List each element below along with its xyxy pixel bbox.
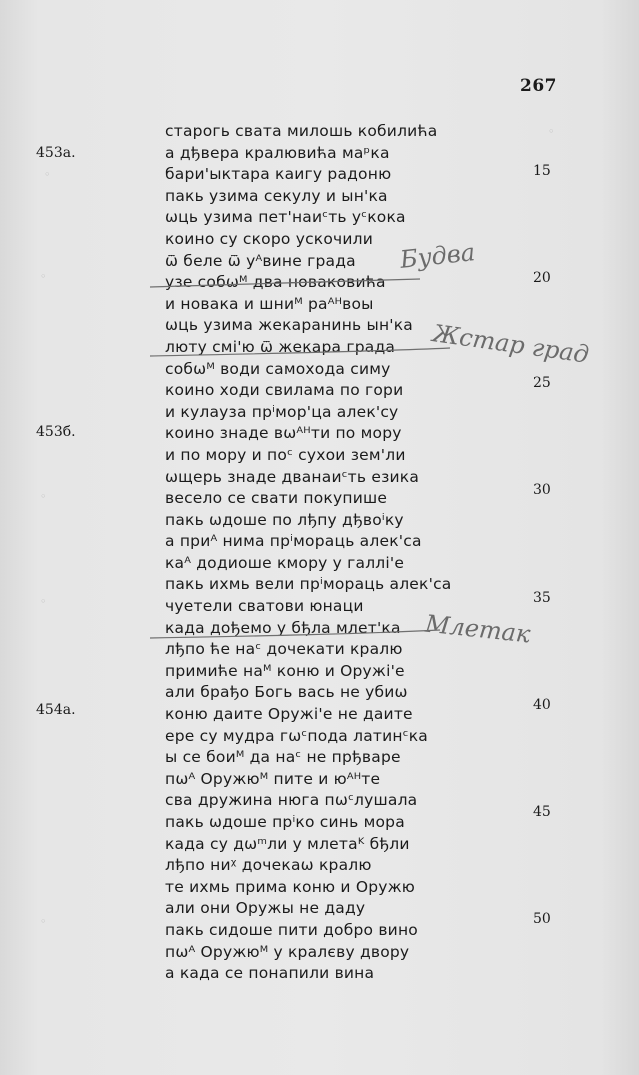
poem-line: коино су скоро ускочили bbox=[165, 229, 374, 248]
poem-line: ѡщерь знаде дванаиᶜть езика bbox=[165, 467, 420, 486]
poem-line: пакь ѡдоше прⁱко синь мора bbox=[165, 813, 405, 831]
poem-line: ѡць узима пет'наиᶜть уᶜкока bbox=[165, 208, 406, 227]
bleed-through-mark: ◦ bbox=[40, 915, 47, 928]
side-label: 454a. bbox=[36, 702, 76, 718]
line-number: 15 bbox=[533, 163, 551, 179]
poem-line: ы се боиᴹ да наᶜ не прђваре bbox=[165, 748, 401, 767]
poem-line: ѿ беле ѿ уᴬвине града bbox=[165, 251, 356, 270]
line-number: 30 bbox=[533, 482, 551, 498]
bleed-through-mark: ◦ bbox=[548, 125, 555, 138]
poem-line: а дђвера кралювића маᵖка bbox=[165, 143, 390, 162]
poem-line: пѡᴬ Оружюᴹ пите и юᴬᴴте bbox=[165, 769, 381, 788]
handwritten-note: Млетак bbox=[423, 609, 532, 649]
poem-line: коино ходи свилама по гори bbox=[165, 381, 404, 400]
poem-line: бари'ыктара каигу радоню bbox=[165, 165, 392, 184]
line-number: 25 bbox=[533, 375, 551, 391]
poem-line: када су дѡᵐли у млетаᴷ бђли bbox=[165, 834, 410, 853]
pencil-underline bbox=[150, 279, 420, 287]
pencil-underline bbox=[150, 630, 440, 638]
bleed-through-mark: ◦ bbox=[44, 168, 51, 181]
poem-line: и новака и шниᴹ раᴬᴴвоы bbox=[165, 294, 374, 313]
poem-line: старогь свата милошь кобилића bbox=[165, 122, 438, 140]
poem-line: каᴬ додиоше кмору у галлі'е bbox=[165, 553, 405, 572]
bleed-through-mark: ◦ bbox=[40, 595, 47, 608]
handwritten-note: Жстар град bbox=[430, 319, 591, 369]
line-number: 35 bbox=[533, 590, 551, 606]
poem-line: ере су мудра гѡᶜпода латинᶜка bbox=[165, 726, 428, 745]
poem-line: пакь ѡдоше по лђпу дђвоⁱку bbox=[165, 510, 404, 529]
poem-line: када дођемо у бђла млет'ка bbox=[165, 618, 401, 637]
side-label: 453б. bbox=[36, 424, 76, 440]
poem-line: пѡᴬ Оружюᴹ у кралєву двору bbox=[165, 942, 410, 961]
poem-line: люту смі'ю ѿ жекара града bbox=[165, 337, 396, 356]
poem-line: примиће наᴹ коню и Оружі'е bbox=[165, 661, 405, 680]
page-number: 267 bbox=[520, 76, 557, 96]
poem-line: лђпо ће наᶜ дочекати кралю bbox=[165, 640, 403, 659]
poem-line: ѡць узима жекаранинь ын'ка bbox=[165, 316, 413, 335]
poem-line: пакь узима секулу и ын'ка bbox=[165, 186, 388, 205]
poem-line: узе собѡᴹ два новаковића bbox=[165, 273, 386, 292]
bleed-through-mark: ◦ bbox=[40, 270, 47, 283]
line-number: 50 bbox=[533, 911, 551, 927]
bleed-through-mark: ◦ bbox=[40, 490, 47, 503]
poem-line: и по мору и поᶜ сухои зем'ли bbox=[165, 445, 406, 464]
poem-line: те ихмь прима коню и Оружю bbox=[165, 877, 416, 896]
poem-line: весело се свати покупише bbox=[165, 489, 388, 508]
poem-line: а приᴬ нима прⁱмораць алек'са bbox=[165, 532, 422, 551]
poem-line: собѡᴹ води самохода симу bbox=[165, 359, 391, 378]
line-number: 20 bbox=[533, 270, 551, 286]
poem-line: и кулауза прⁱмор'ца алек'су bbox=[165, 402, 399, 421]
poem-line: чуетели сватови юнаци bbox=[165, 597, 364, 616]
line-number: 40 bbox=[533, 697, 551, 713]
line-number: 45 bbox=[533, 804, 551, 820]
poem-line: пакь ихмь вели прⁱмораць алек'са bbox=[165, 575, 452, 594]
poem-line: али они Оружы не даду bbox=[165, 899, 366, 918]
side-label: 453a. bbox=[36, 145, 76, 161]
poem-line: коино знаде вѡᴬᴴти по мору bbox=[165, 424, 402, 443]
poem-line: али брађо Богь вась не убиѡ bbox=[165, 683, 408, 702]
poem-line: лђпо ниᵡ дочекаѡ кралю bbox=[165, 856, 372, 875]
poem-line: пакь сидоше пити добро вино bbox=[165, 920, 418, 939]
poem-line: коню даите Оружі'е не даите bbox=[165, 705, 413, 724]
poem-line: а када се понапили вина bbox=[165, 964, 375, 983]
handwritten-note: Будва bbox=[398, 238, 477, 274]
poem-line: сва дружина нюга пѡᶜлушала bbox=[165, 791, 418, 810]
pencil-underline bbox=[150, 348, 450, 356]
